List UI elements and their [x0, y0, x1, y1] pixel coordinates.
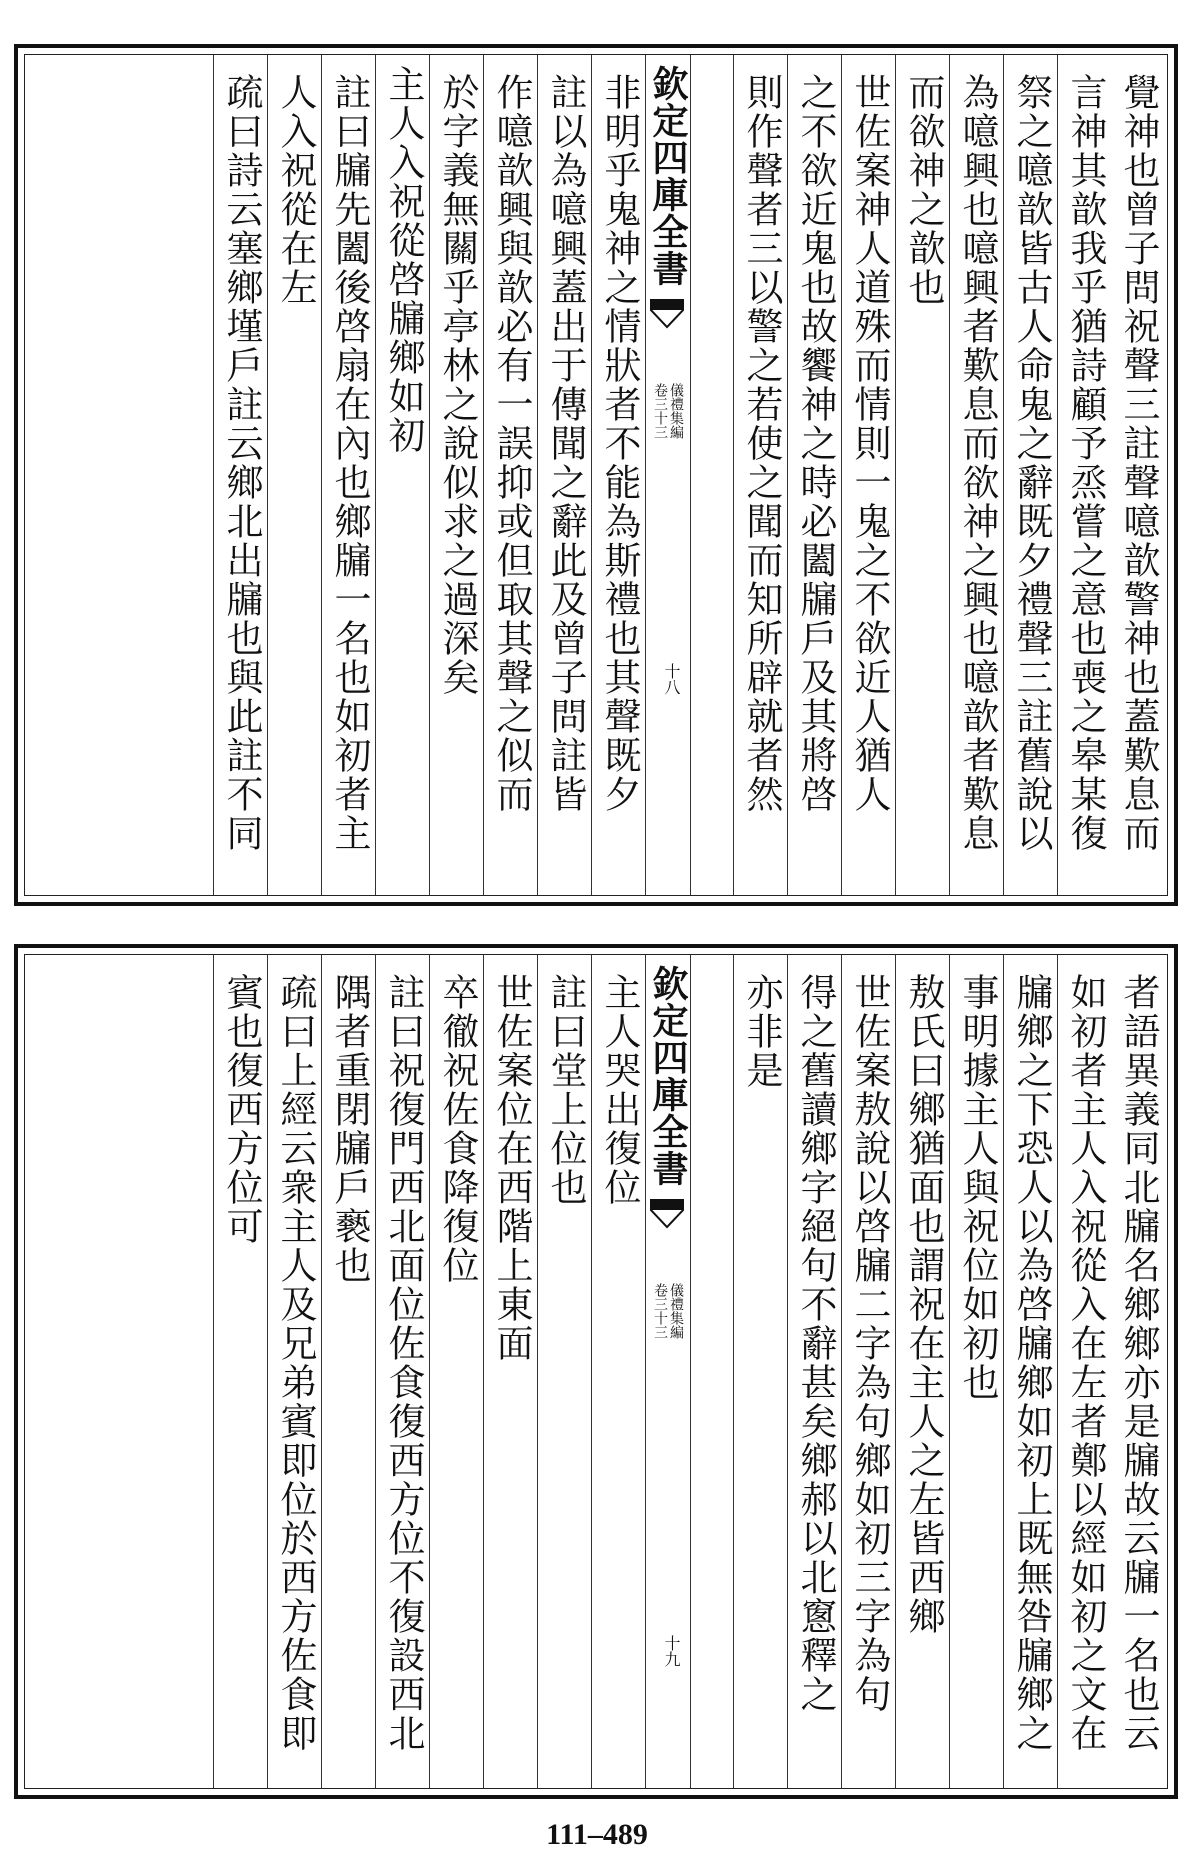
column-text: 如初者主人入祝從入在左者鄭以經如初之文在 — [1064, 973, 1107, 1753]
text-column — [375, 55, 430, 895]
column-text: 敖氏曰鄉猶面也謂祝在主人之左皆西鄉 — [902, 973, 945, 1636]
page-number: 十九 — [662, 1635, 681, 1667]
text-column — [267, 955, 322, 1788]
column-text: 疏曰上經云衆主人及兄弟賓即位於西方佐食即 — [274, 973, 317, 1753]
column-text: 非明乎鬼神之情狀者不能為斯禮也其聲既夕 — [598, 73, 641, 814]
column-text: 主人哭出復位 — [598, 973, 641, 1207]
text-column — [537, 55, 592, 895]
column-text: 事明據主人與祝位如初也 — [956, 973, 999, 1402]
text-column — [375, 955, 430, 1788]
text-column — [321, 55, 376, 895]
bottom-page-frame — [24, 954, 1168, 1789]
text-column — [1111, 55, 1165, 895]
text-column — [841, 955, 896, 1788]
text-column — [1111, 955, 1165, 1788]
column-text: 疏曰詩云塞鄉墐戶註云鄉北出牖也與此註不同 — [220, 73, 263, 853]
text-column — [429, 955, 484, 1788]
text-column — [949, 955, 1004, 1788]
volume-label: 卷三十三 — [652, 1283, 668, 1339]
text-column — [483, 55, 538, 895]
column-text: 牖鄉之下恐人以為啓牖鄉如初上既無咎牖鄉之 — [1010, 973, 1053, 1753]
column-text: 註曰堂上位也 — [544, 973, 587, 1207]
text-column — [429, 55, 484, 895]
book-title: 欽定四庫全書 — [647, 65, 689, 287]
bottom-page — [14, 944, 1178, 1799]
text-column — [537, 955, 592, 1788]
column-text: 亦非是 — [740, 973, 783, 1090]
text-column — [787, 955, 842, 1788]
column-text: 為噫興也噫興者歎息而欲神之興也噫歆者歎息 — [956, 73, 999, 853]
column-text: 得之舊讀鄉字絕句不辭甚矣鄉郝以北窻釋之 — [794, 973, 837, 1714]
column-text: 作噫歆興與歆必有一誤抑或但取其聲之似而 — [490, 73, 533, 814]
text-column — [483, 955, 538, 1788]
book-title: 欽定四庫全書 — [647, 965, 689, 1187]
fish-tail-mark-icon — [650, 299, 684, 329]
text-column — [1057, 55, 1112, 895]
column-text: 言神其歆我乎猶詩顧予烝嘗之意也喪之皋某復 — [1064, 73, 1107, 853]
column-text: 註曰祝復門西北面位佐食復西方位不復設西北 — [382, 973, 425, 1753]
text-column — [949, 55, 1004, 895]
column-text: 而欲神之歆也 — [902, 73, 945, 307]
text-column — [213, 55, 268, 895]
column-text: 世佐案敖說以啓牖二字為句鄉如初三字為句 — [848, 973, 891, 1714]
text-column — [895, 955, 950, 1788]
text-column — [1003, 955, 1058, 1788]
text-column — [1057, 955, 1112, 1788]
column-text: 覺神也曾子問祝聲三註聲噫歆警神也蓋歎息而 — [1117, 73, 1160, 853]
column-text: 註曰牖先闔後啓扇在內也鄉牖一名也如初者主 — [328, 73, 371, 853]
column-text: 賓也復西方位可 — [220, 973, 263, 1246]
text-column — [591, 55, 646, 895]
text-column — [321, 955, 376, 1788]
column-text: 者語異義同北牖名鄉鄉亦是牖故云牖一名也云 — [1117, 973, 1160, 1753]
column-text: 主人入祝從啓牖鄉如初 — [382, 65, 425, 455]
text-column — [267, 55, 322, 895]
book-subtitle: 儀禮集編 — [668, 383, 684, 439]
text-column — [213, 955, 268, 1788]
page-number: 十八 — [662, 663, 681, 695]
text-column — [733, 955, 788, 1788]
text-column — [787, 55, 842, 895]
center-fold — [645, 955, 691, 1788]
book-subtitle: 儀禮集編 — [668, 1283, 684, 1339]
text-column — [841, 55, 896, 895]
column-text: 隅者重閉牖戶褻也 — [328, 973, 371, 1285]
text-column — [895, 55, 950, 895]
text-column — [591, 955, 646, 1788]
column-text: 之不欲近鬼也故饗神之時必闔牖戶及其將啓 — [794, 73, 837, 814]
column-text: 卒徹祝佐食降復位 — [436, 973, 479, 1285]
column-text: 世佐案位在西階上東面 — [490, 973, 533, 1363]
top-page-frame — [24, 54, 1168, 896]
fish-tail-mark-icon — [650, 1199, 684, 1229]
column-text: 人入祝從在左 — [274, 73, 317, 307]
column-text: 世佐案神人道殊而情則一鬼之不欲近人猶人 — [848, 73, 891, 814]
page-footer-number: 111–489 — [546, 1818, 648, 1851]
column-text: 註以為噫興蓋出于傳聞之辭此及曾子問註皆 — [544, 73, 587, 814]
volume-label: 卷三十三 — [652, 383, 668, 439]
column-text: 於字義無關乎亭林之說似求之過深矣 — [436, 73, 479, 697]
text-column — [733, 55, 788, 895]
top-page — [14, 44, 1178, 906]
text-column — [1003, 55, 1058, 895]
column-text: 則作聲者三以警之若使之聞而知所辟就者然 — [740, 73, 783, 814]
center-fold — [645, 55, 691, 895]
column-text: 祭之噫歆皆古人命鬼之辭既夕禮聲三註舊說以 — [1010, 73, 1053, 853]
